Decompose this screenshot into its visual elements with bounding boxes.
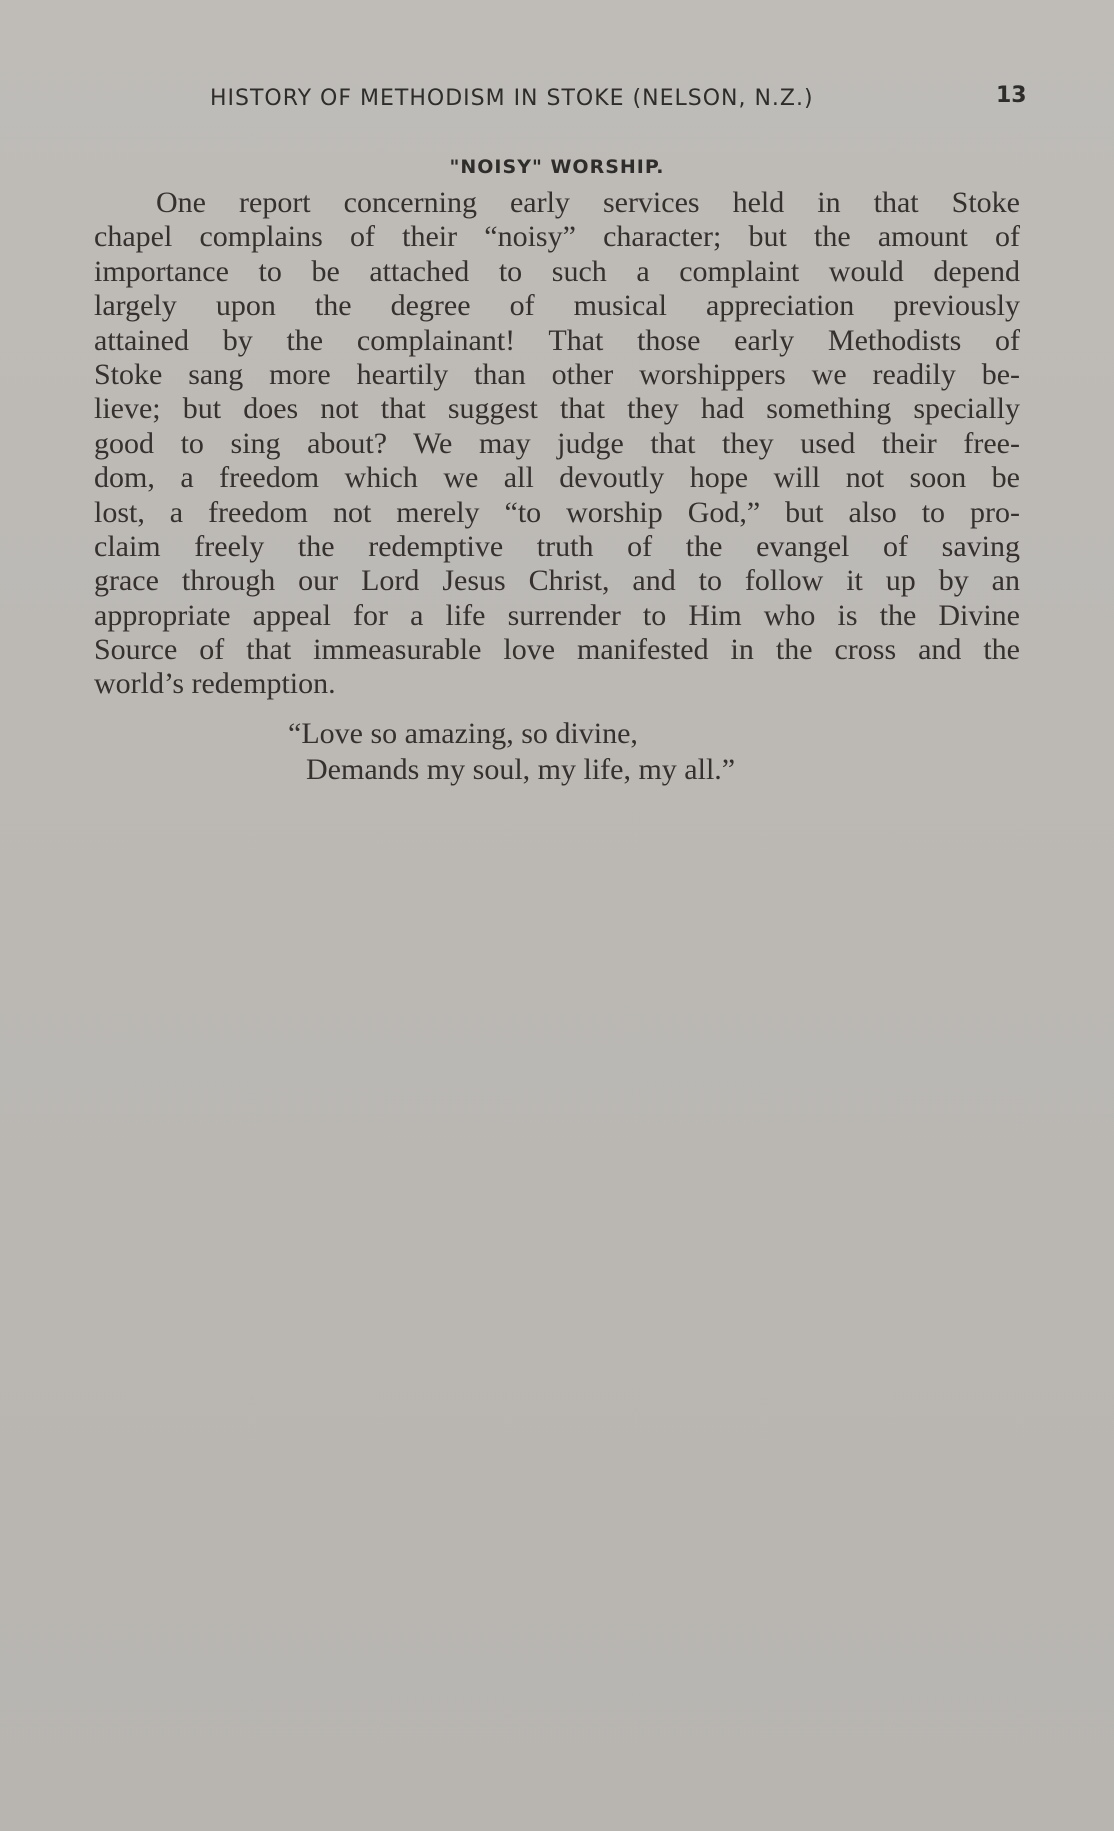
- paragraph-line: claim freely the redemptive truth of the evangel of saving: [94, 529, 1020, 563]
- paragraph-line: attained by the complainant! That those early Methodists of: [94, 323, 1020, 357]
- running-title: HISTORY OF METHODISM IN STOKE (NELSON, N.Z.): [210, 86, 814, 111]
- paragraph-line: One report concerning early services held in that Stoke: [156, 186, 1020, 219]
- hymn-quotation: [288, 716, 735, 788]
- paragraph-line: dom, a freedom which we all devoutly hope will not soon be: [94, 461, 1020, 495]
- paragraph-line: world’s redemption.: [94, 667, 336, 701]
- paragraph-line: lost, a freedom not merely “to worship God,” but also to pro-: [94, 495, 1020, 529]
- paragraph-line: importance to be attached to such a complaint would depend: [94, 254, 1020, 288]
- paragraph-line: largely upon the degree of musical appreciation previously: [94, 289, 1020, 323]
- body-paragraph: [94, 186, 1020, 702]
- verse-line: “Love so amazing, so divine,: [288, 717, 638, 750]
- section-heading: "NOISY" WORSHIP.: [449, 156, 665, 178]
- paragraph-line: Source of that immeasurable love manifested in the cross and the: [94, 633, 1020, 667]
- paragraph-line: good to sing about? We may judge that they used their free-: [94, 426, 1020, 460]
- paragraph-line: lieve; but does not that suggest that they had something specially: [94, 392, 1020, 426]
- paragraph-line: Stoke sang more heartily than other worshippers we readily be-: [94, 357, 1020, 391]
- page-number: 13: [996, 83, 1027, 108]
- verse-line: Demands my soul, my life, my all.”: [306, 753, 736, 786]
- paragraph-line: grace through our Lord Jesus Christ, and to follow it up by an: [94, 564, 1020, 598]
- paragraph-line: chapel complains of their “noisy” character; but the amount of: [94, 220, 1020, 254]
- paragraph-line: appropriate appeal for a life surrender to Him who is the Divine: [94, 598, 1020, 632]
